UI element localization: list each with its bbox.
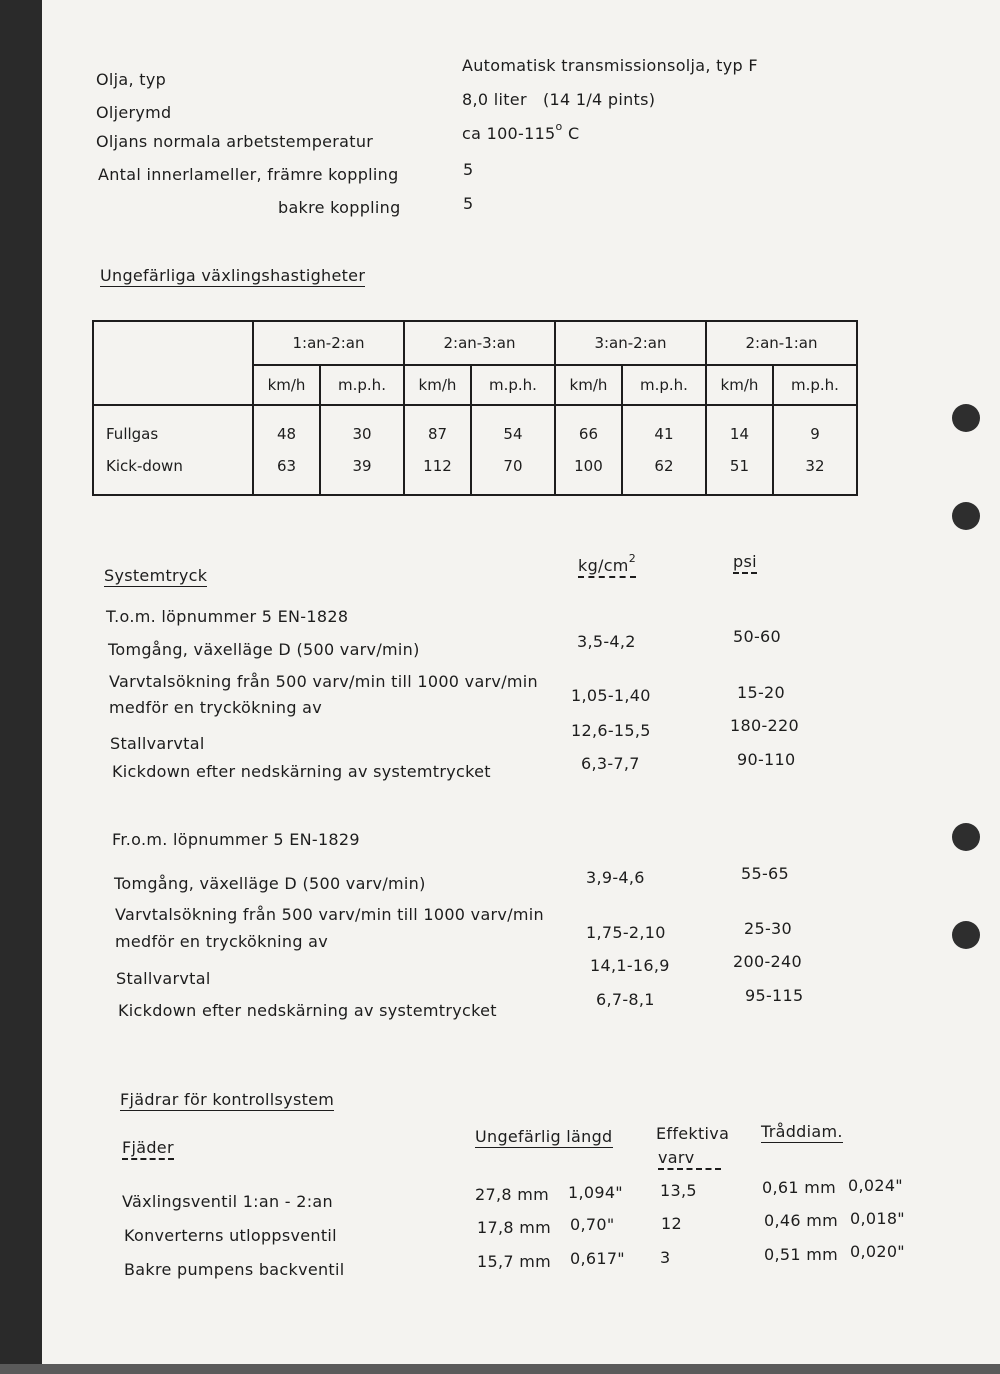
pressure-row-label: Kickdown efter nedskärning av systemtrycket	[112, 762, 491, 781]
group-header: 2:an-1:an	[706, 321, 857, 365]
table-value: 63	[276, 457, 297, 475]
pressure-row-psi: 25-30	[744, 919, 792, 938]
pressure-row-kg: 1,05-1,40	[571, 686, 651, 705]
pressure-row-label: Kickdown efter nedskärning av systemtrycket	[118, 1001, 497, 1020]
section1-title: T.o.m. löpnummer 5 EN-1828	[106, 607, 349, 626]
table-value: 100	[574, 457, 603, 475]
spring-turns: 12	[661, 1214, 682, 1233]
unit-header: km/h	[253, 365, 320, 405]
spring-wire-mm: 0,46 mm	[764, 1211, 838, 1230]
table-value: 39	[352, 457, 372, 475]
spring-wire-inch: 0,024"	[848, 1176, 903, 1195]
binder-hole-icon	[952, 921, 980, 949]
col-wire-header: Tråddiam.	[761, 1122, 843, 1141]
table-value: 66	[578, 425, 599, 443]
value-cell	[555, 405, 622, 495]
pressure-row-psi: 200-240	[733, 952, 802, 971]
table-value: 32	[805, 457, 825, 475]
page-left-edge	[0, 0, 42, 1374]
table-value: 54	[503, 425, 523, 443]
unit-kg-header	[578, 552, 637, 578]
group-header: 1:an-2:an	[253, 321, 404, 365]
table-value: 51	[729, 457, 749, 475]
spring-name: Konverterns utloppsventil	[124, 1226, 337, 1245]
value-cell	[471, 405, 555, 495]
value-cell	[773, 405, 857, 495]
unit-header: km/h	[404, 365, 471, 405]
pressure-row-label: Stallvarvtal	[116, 969, 211, 988]
table-value: 62	[654, 457, 674, 475]
oil-volume-label: Oljerymd	[96, 103, 172, 122]
pressure-row-psi: 180-220	[730, 716, 799, 735]
spring-wire-inch: 0,020"	[850, 1242, 905, 1261]
unit-header: m.p.h.	[471, 365, 555, 405]
pressure-row-label: Stallvarvtal	[110, 734, 205, 753]
row-label-kickdown: Kick-down	[106, 457, 183, 475]
pressure-row-kg: 3,5-4,2	[577, 632, 636, 651]
col-length-header: Ungefärlig längd	[475, 1127, 613, 1146]
table-corner-cell	[93, 321, 253, 405]
spring-length-inch: 0,617"	[570, 1249, 625, 1268]
table-value: 41	[654, 425, 674, 443]
oil-temp-range: ca 100-115	[462, 124, 556, 143]
pressure-row-kg: 12,6-15,5	[571, 721, 651, 740]
unit-header: m.p.h.	[622, 365, 706, 405]
plates-rear-label: bakre koppling	[278, 198, 401, 217]
unit-header: km/h	[706, 365, 773, 405]
col-spring-header: Fjäder	[122, 1138, 174, 1160]
value-cell	[622, 405, 706, 495]
oil-temp-label: Oljans normala arbetstemperatur	[96, 132, 374, 151]
value-cell	[320, 405, 404, 495]
system-pressure-heading: Systemtryck	[104, 566, 208, 585]
table-value: 112	[423, 457, 452, 475]
plates-front-value: 5	[463, 160, 474, 179]
table-value: 87	[427, 425, 448, 443]
binder-hole-icon	[952, 404, 980, 432]
pressure-row-kg: 6,7-8,1	[596, 990, 655, 1009]
spring-wire-mm: 0,61 mm	[762, 1178, 836, 1197]
unit-header: m.p.h.	[773, 365, 857, 405]
unit-header: m.p.h.	[320, 365, 404, 405]
pressure-row-label-cont: medför en tryckökning av	[109, 698, 323, 717]
spring-length-mm: 27,8 mm	[475, 1185, 549, 1204]
oil-temp-unit: C	[567, 124, 580, 143]
springs-heading: Fjädrar för kontrollsystem	[120, 1090, 335, 1109]
col-turns-header-cont: varv	[658, 1148, 721, 1170]
spring-turns: 13,5	[660, 1181, 697, 1200]
group-header: 2:an-3:an	[404, 321, 555, 365]
oil-volume-value: 8,0 liter (14 1/4 pints)	[462, 90, 656, 109]
table-value: 30	[352, 425, 372, 443]
pressure-row-label: Varvtalsökning från 500 varv/min till 1000 varv/min	[115, 905, 544, 924]
pressure-row-kg: 1,75-2,10	[586, 923, 666, 942]
pressure-row-kg: 3,9-4,6	[586, 868, 645, 887]
pressure-row-psi: 95-115	[745, 986, 804, 1005]
group-header: 3:an-2:an	[555, 321, 706, 365]
spring-wire-inch: 0,018"	[850, 1209, 905, 1228]
pressure-row-label: Tomgång, växelläge D (500 varv/min)	[114, 874, 426, 893]
binder-hole-icon	[952, 502, 980, 530]
pressure-row-psi: 15-20	[737, 683, 785, 702]
binder-hole-icon	[952, 823, 980, 851]
unit-psi-header: psi	[733, 552, 757, 574]
spring-length-inch: 1,094"	[568, 1183, 623, 1202]
row-labels-cell	[93, 405, 253, 495]
pressure-row-psi: 90-110	[737, 750, 796, 769]
value-cell	[404, 405, 471, 495]
section2-title: Fr.o.m. löpnummer 5 EN-1829	[112, 830, 360, 849]
spring-name: Växlingsventil 1:an - 2:an	[122, 1192, 333, 1211]
col-turns-header: Effektiva	[656, 1124, 730, 1143]
pressure-row-kg: 14,1-16,9	[590, 956, 670, 975]
value-cell	[253, 405, 320, 495]
spring-length-mm: 17,8 mm	[477, 1218, 551, 1237]
degree-sign: o	[555, 120, 563, 133]
spring-wire-mm: 0,51 mm	[764, 1245, 838, 1264]
spring-length-inch: 0,70"	[570, 1215, 615, 1234]
oil-temp-value	[462, 120, 580, 143]
pressure-row-psi: 55-65	[741, 864, 789, 883]
plates-front-label: Antal innerlameller, främre koppling	[98, 165, 399, 184]
unit-kg-text: kg/cm	[578, 556, 629, 575]
plates-rear-value: 5	[463, 194, 474, 213]
shift-speeds-heading: Ungefärliga växlingshastigheter	[100, 266, 366, 285]
pressure-row-label: Varvtalsökning från 500 varv/min till 1000 varv/min	[109, 672, 538, 691]
unit-header: km/h	[555, 365, 622, 405]
oil-type-value: Automatisk transmissionsolja, typ F	[462, 56, 758, 75]
row-label-fullgas: Fullgas	[106, 425, 159, 443]
table-value: 70	[503, 457, 523, 475]
table-value: 9	[810, 425, 820, 443]
unit-kg-superscript: 2	[628, 552, 637, 565]
table-value: 48	[276, 425, 297, 443]
pressure-row-kg: 6,3-7,7	[581, 754, 640, 773]
page-bottom-edge	[0, 1364, 1000, 1374]
value-cell	[706, 405, 773, 495]
spring-length-mm: 15,7 mm	[477, 1252, 551, 1271]
spring-turns: 3	[660, 1248, 671, 1267]
shift-speeds-table	[92, 320, 858, 496]
pressure-row-psi: 50-60	[733, 627, 781, 646]
pressure-row-label: Tomgång, växelläge D (500 varv/min)	[108, 640, 420, 659]
spring-name: Bakre pumpens backventil	[124, 1260, 345, 1279]
pressure-row-label-cont: medför en tryckökning av	[115, 932, 329, 951]
table-value: 14	[729, 425, 749, 443]
oil-type-label: Olja, typ	[96, 70, 167, 89]
